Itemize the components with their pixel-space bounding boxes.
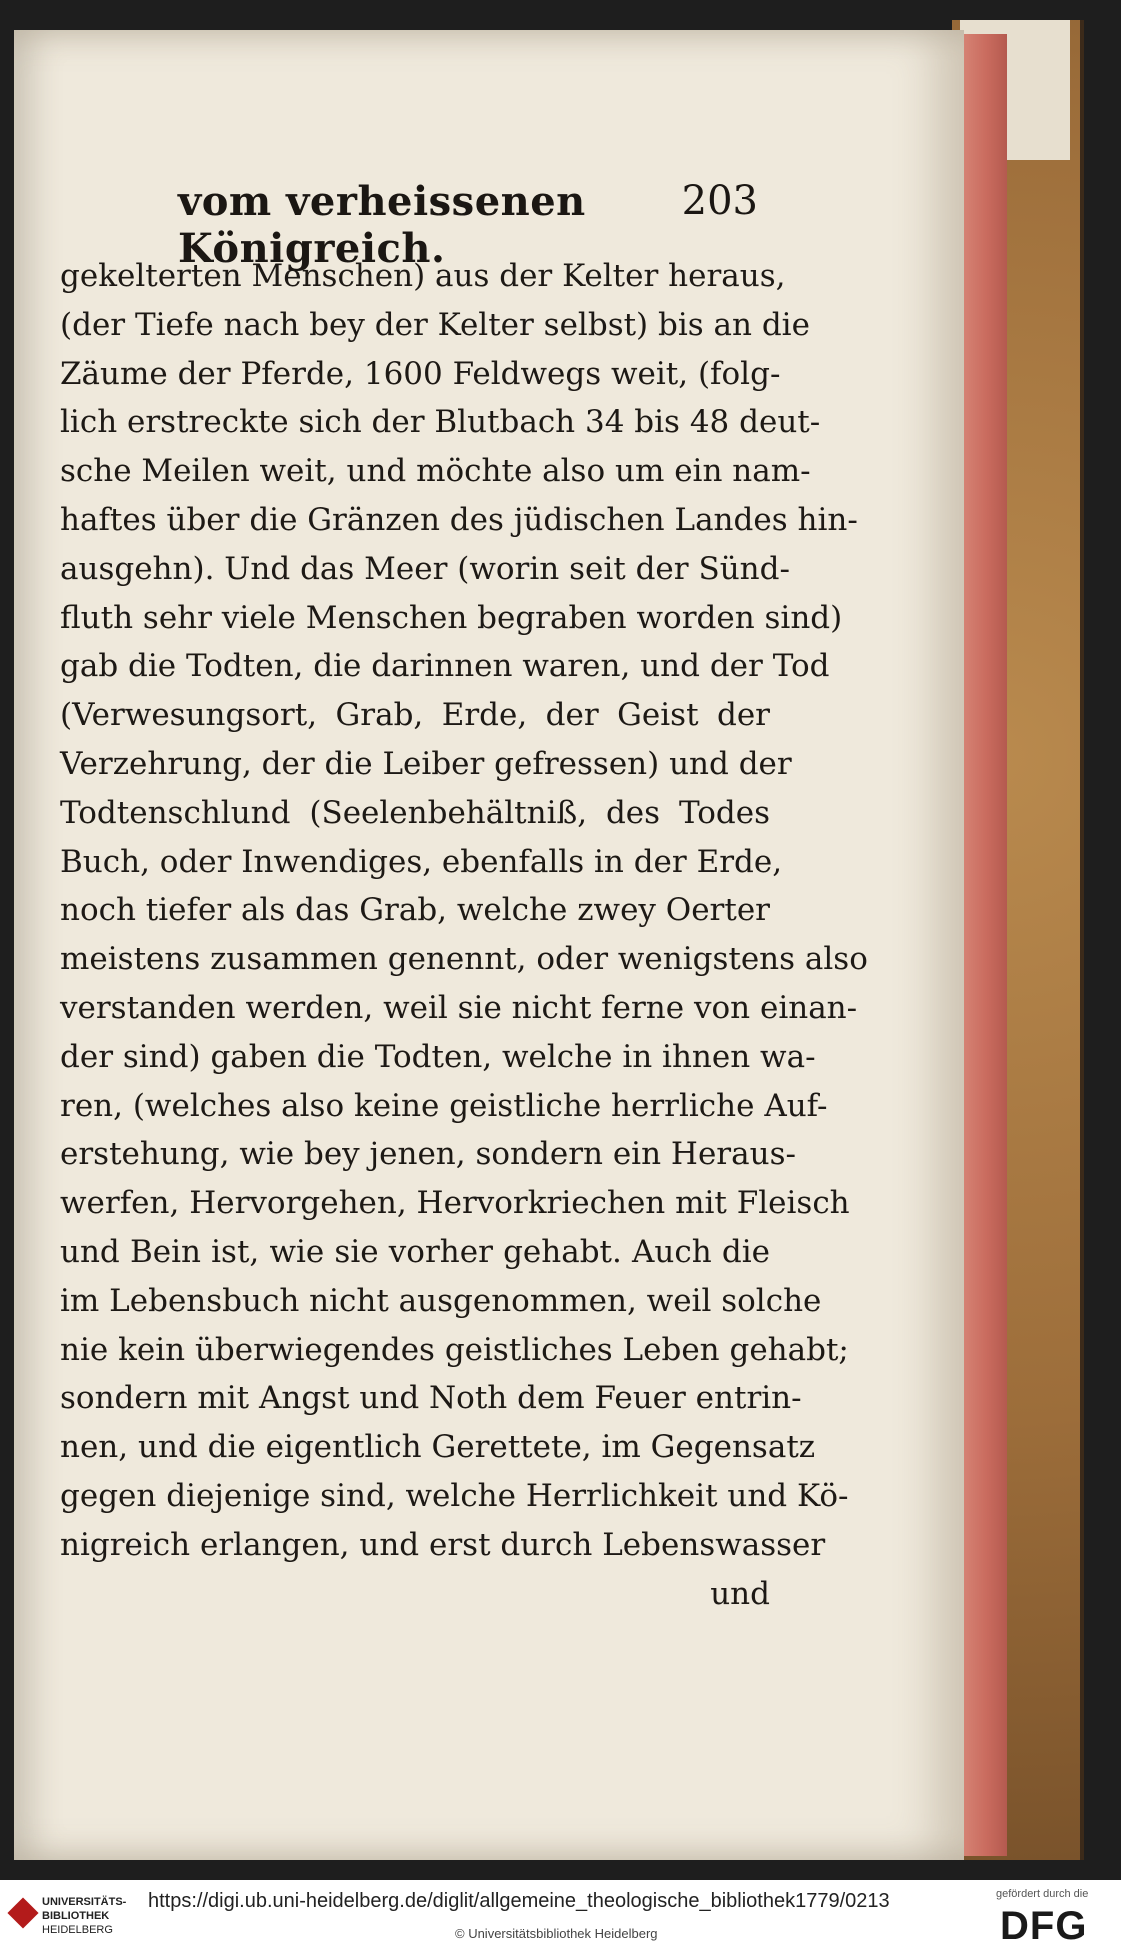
text-line: gab die Todten, die darinnen waren, und der Tod [60, 648, 830, 685]
text-line: ren, (welches also keine geistliche herrliche Auf- [60, 1087, 828, 1124]
viewer-footer [0, 1880, 1121, 1960]
permalink-url[interactable]: https://digi.ub.uni-heidelberg.de/diglit/allgemeine_theologische_bibliothek1779/0213 [148, 1890, 890, 1912]
text-line: erstehung, wie bey jenen, sondern ein Heraus- [60, 1136, 796, 1173]
text-line: Todtenschlund (Seelenbehältniß, des Todes [60, 794, 770, 831]
text-line: (der Tiefe nach bey der Kelter selbst) bis an die [60, 306, 810, 343]
body-text [60, 252, 868, 1618]
text-line: sondern mit Angst und Noth dem Feuer entrin- [60, 1380, 802, 1417]
dfg-logo[interactable] [990, 1888, 1110, 1954]
dfg-caption: gefördert durch die [996, 1888, 1089, 1900]
text-line: (Verwesungsort, Grab, Erde, der Geist der [60, 697, 770, 734]
logo-line-3: HEIDELBERG [42, 1924, 113, 1936]
text-line: meistens zusammen genennt, oder wenigstens also [60, 941, 868, 978]
ub-logo-icon [7, 1897, 38, 1928]
page-number: 203 [681, 178, 758, 224]
text-line: der sind) gaben die Todten, welche in ihnen wa- [60, 1038, 816, 1075]
text-line: Buch, oder Inwendiges, ebenfalls in der Erde, [60, 843, 783, 880]
text-line: noch tiefer als das Grab, welche zwey Oerter [60, 892, 770, 929]
logo-line-1: UNIVERSITÄTS- [42, 1896, 127, 1908]
running-header [178, 168, 758, 272]
text-line: ausgehn). Und das Meer (worin seit der Sünd- [60, 550, 790, 587]
ub-heidelberg-logo[interactable] [12, 1894, 152, 1946]
text-line: haftes über die Gränzen des jüdischen Landes hin- [60, 501, 858, 538]
text-line: im Lebensbuch nicht ausgenommen, weil solche [60, 1282, 822, 1319]
text-line: nie kein überwiegendes geistliches Leben gehabt; [60, 1331, 849, 1368]
text-line: gegen diejenige sind, welche Herrlichkeit und Kö- [60, 1477, 849, 1514]
text-line: nigreich erlangen, und erst durch Lebenswasser [60, 1526, 826, 1563]
text-line: verstanden werden, weil sie nicht ferne von einan- [60, 989, 858, 1026]
copyright-notice: © Universitätsbibliothek Heidelberg [455, 1926, 658, 1941]
text-line: nen, und die eigentlich Gerettete, im Gegensatz [60, 1429, 816, 1466]
text-line: Zäume der Pferde, 1600 Feldwegs weit, (folg- [60, 355, 781, 392]
text-line: fluth sehr viele Menschen begraben worden sind) [60, 599, 843, 636]
text-line: lich erstreckte sich der Blutbach 34 bis 48 deut- [60, 404, 821, 441]
text-line: gekelterten Menschen) aus der Kelter heraus, [60, 258, 786, 294]
text-line: sche Meilen weit, und möchte also um ein nam- [60, 453, 811, 490]
logo-line-2: BIBLIOTHEK [42, 1910, 110, 1922]
text-line: Verzehrung, der die Leiber gefressen) und der [60, 745, 792, 782]
running-title: vom verheissenen Königreich. [178, 178, 586, 272]
text-line: und Bein ist, wie sie vorher gehabt. Auch die [60, 1233, 770, 1270]
text-line: werfen, Hervorgehen, Hervorkriechen mit Fleisch [60, 1185, 850, 1222]
dfg-wordmark: DFG [1000, 1904, 1088, 1948]
catchword: und [710, 1575, 770, 1612]
